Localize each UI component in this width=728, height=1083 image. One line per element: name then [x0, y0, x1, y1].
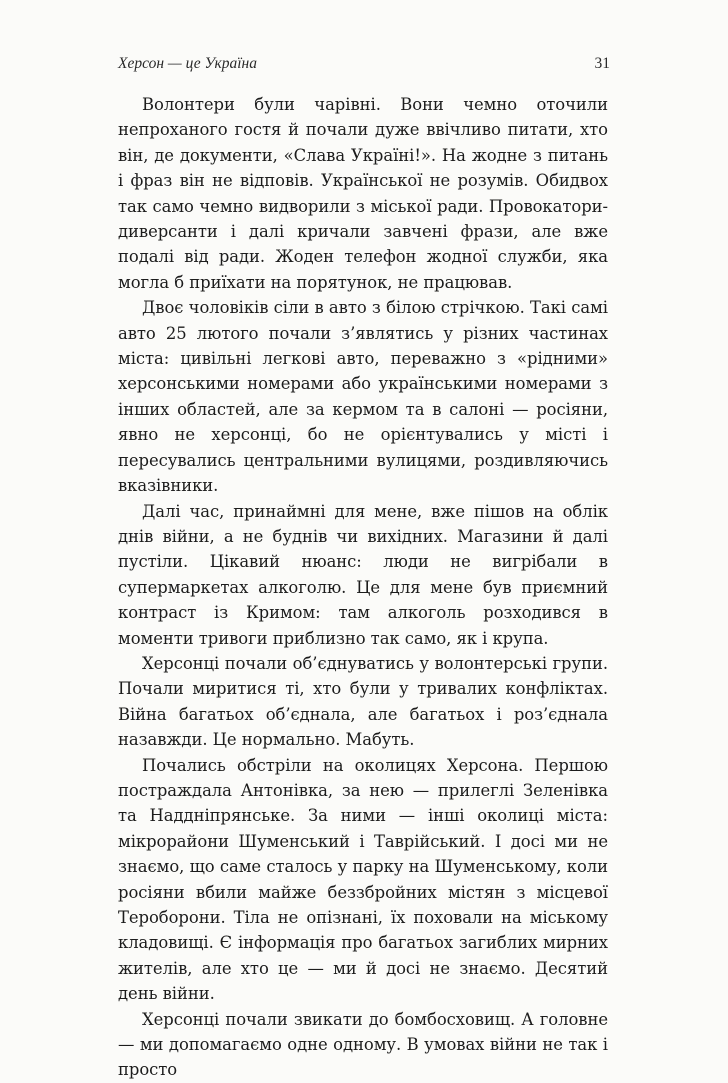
body-text: [118, 92, 608, 1083]
paragraph-bomb-shelters: Херсонці почали звикати до бомбосховищ. А головне — ми допомагаємо одне одному. В умовах війни не так і просто: [118, 1009, 608, 1080]
page-header: [118, 55, 610, 79]
paragraph-counting-war-days: Далі час, принаймні для мене, вже пішов на облік днів війни, а не буднів чи вихідних. Магазини й далі пустіли. Цікавий нюанс: люди не вигрібали в супермаркетах алкоголю. Це для мене був приємний контраст із Кримом: там алкоголь розходився в моменти тривоги приблизно так само, як і крупа.: [118, 501, 608, 648]
paragraph-white-ribbon-cars: Двоє чоловіків сіли в авто з білою стрічкою. Такі самі авто 25 лютого почали з’являтись у різних частинах міста: цивільні легкові авто, переважно з «рідними» херсонськими номерами або українськими номерами з інших областей, але за кермом та в салоні — росіяни, явно не херсонці, бо не орієнтувались у місті і пересувались центральними вулицями, роздивляючись вказівники.: [118, 298, 608, 496]
paragraph-volunteers: Волонтери були чарівні. Вони чемно оточили непроханого гостя й почали дуже ввічливо питати, хто він, де документи, «Слава Україні!». На жодне з питань і фраз він не відповів. Української не розумів. Обидвох так само чемно видворили з міської ради. Провокатори-диверсанти і далі кричали завчені фрази, але вже подалі від ради. Жоден телефон жодної служби, яка могла б приїхати на порятунок, не працював.: [118, 95, 608, 292]
page-number: 31: [594, 55, 610, 72]
running-title: Херсон — це Україна: [118, 55, 257, 72]
paragraph-shelling: Почались обстріли на околицях Херсона. Першою постраждала Антонівка, за нею — прилеглі Зеленівка та Наддніпрянське. За ними — інші околиці міста: мікрорайони Шуменський і Таврійський. І досі ми не знаємо, що саме сталось у парку на Шуменському, коли росіяни вбили майже беззбройних містян з місцевої Тероборони. Тіла не опізнані, їх поховали на міському кладовищі. Є інформація про багатьох загиблих мирних жителів, але хто це — ми й досі не знаємо. Десятий день війни.: [118, 755, 608, 1004]
paragraph-volunteer-groups: Херсонці почали об’єднуватись у волонтерські групи. Почали миритися ті, хто були у тривалих конфліктах. Війна багатьох об’єднала, але багатьох і роз’єднала назавжди. Це нормально. Мабуть.: [118, 653, 608, 750]
